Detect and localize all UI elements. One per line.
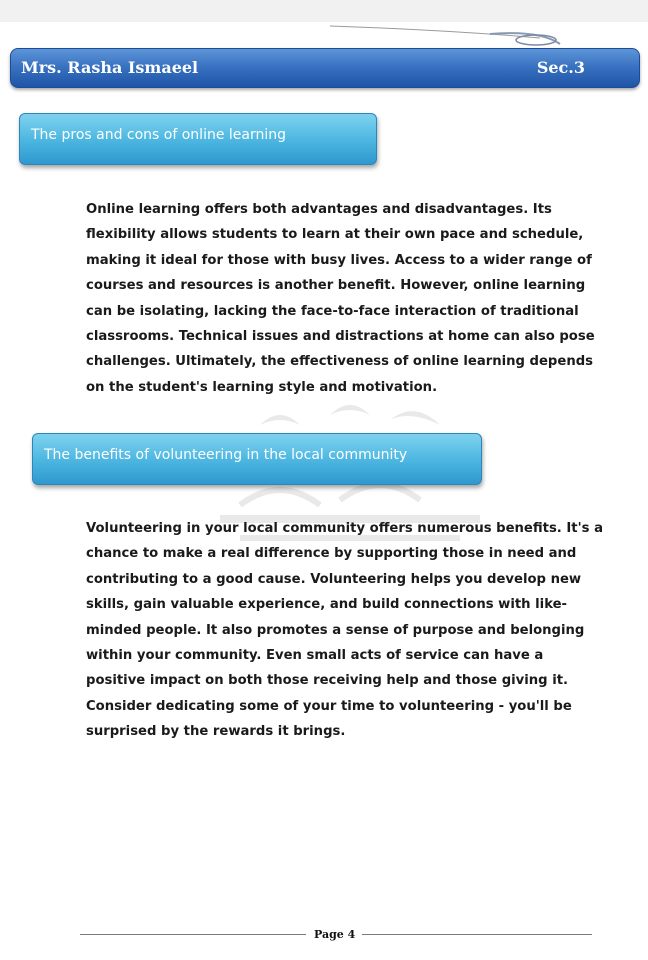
- section-box-volunteering: [32, 433, 482, 485]
- section-title-volunteering: The benefits of volunteering in the local community: [44, 447, 408, 463]
- footer-line-left: [80, 934, 306, 935]
- footer-line-right: [362, 934, 592, 935]
- author-name: Mrs. Rasha Ismaeel: [21, 58, 199, 77]
- section-box-online-learning: [19, 113, 377, 165]
- paragraph-volunteering: Volunteering in your local community offers numerous benefits. It's a chance to make a real difference by supporting those in need and contributing to a good cause. Volunteering helps you develop new skills, gain valuable experience, and build connections with like-minded people. It also promotes a sense of purpose and belonging within your community. Even small acts of service can have a positive impact on both those receiving help and those giving it. Consider dedicating some of your time to volunteering - you'll be surprised by the rewards it brings.: [86, 521, 603, 740]
- header-bar: [10, 48, 640, 88]
- section-title-online-learning: The pros and cons of online learning: [31, 127, 287, 143]
- section-number: Sec.3: [536, 58, 585, 77]
- paragraph-online-learning: Online learning offers both advantages and disadvantages. Its flexibility allows students to learn at their own pace and schedule, making it ideal for those with busy lives. Access to a wider range of courses and resources is another benefit. However, online learning can be isolating, lacking the face-to-face interaction of traditional classrooms. Technical issues and distractions at home can also pose challenges. Ultimately, the effectiveness of online learning depends on the student's learning style and motivation.: [86, 202, 595, 395]
- page-number: Page 4: [314, 928, 356, 941]
